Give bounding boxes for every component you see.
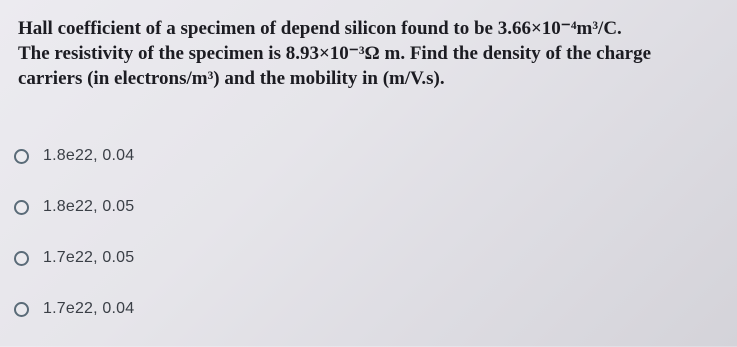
question-line: carriers (in electrons/m³) and the mobility in (m/V.s). (18, 68, 445, 89)
answer-option-4[interactable] (14, 296, 414, 322)
question-line: Hall coefficient of a specimen of depend silicon found to be 3.66×10⁻⁴m³/C. (18, 18, 622, 39)
answer-option-2[interactable] (14, 194, 414, 220)
answer-option-1[interactable] (14, 143, 414, 169)
radio-button[interactable] (14, 149, 29, 164)
question-line: The resistivity of the specimen is 8.93×10⁻³Ω m. Find the density of the charge (18, 43, 652, 64)
radio-button[interactable] (14, 302, 29, 317)
radio-button[interactable] (14, 251, 29, 266)
question-text (18, 16, 730, 91)
radio-button[interactable] (14, 200, 29, 215)
answer-options (14, 143, 414, 347)
answer-label: 1.8e22, 0.05 (43, 198, 135, 215)
answer-label: 1.8e22, 0.04 (43, 147, 135, 164)
answer-label: 1.7e22, 0.05 (43, 249, 135, 266)
answer-label: 1.7e22, 0.04 (43, 300, 135, 317)
answer-option-3[interactable] (14, 245, 414, 271)
